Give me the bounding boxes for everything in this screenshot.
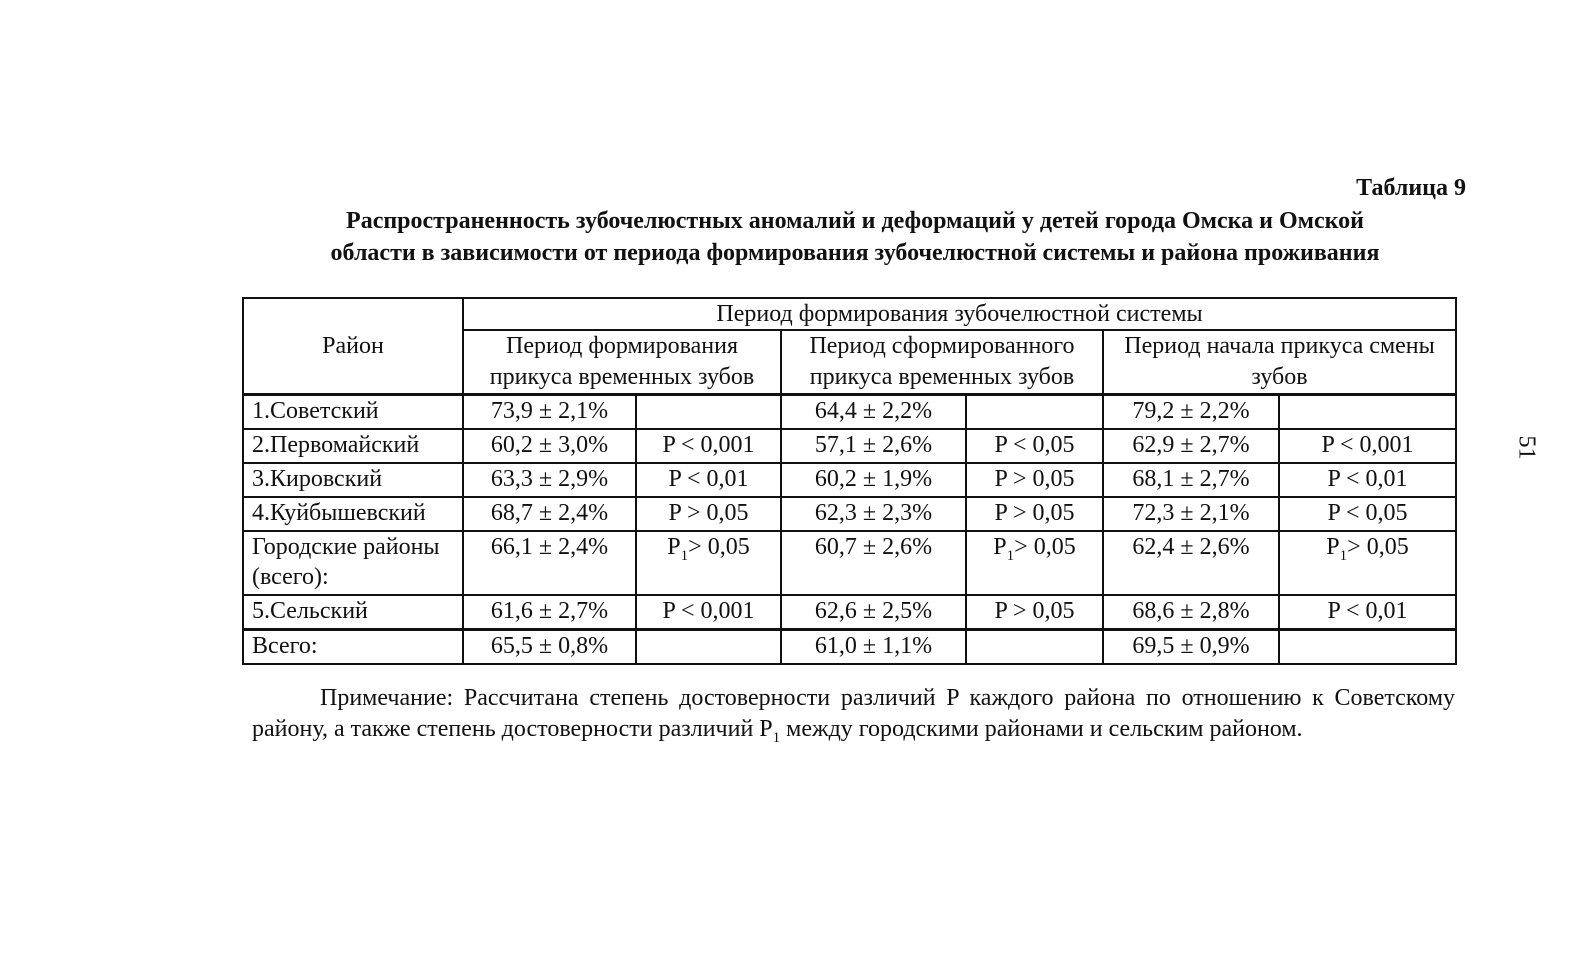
table-row — [243, 595, 1456, 630]
district-cell: 4.Куйбышевский — [243, 497, 463, 531]
p1-value-cell — [966, 531, 1103, 595]
p-value-cell — [966, 395, 1103, 430]
note-text-part-2: между городскими районами и сельским районом. — [780, 716, 1303, 742]
district-cell: Всего: — [243, 630, 463, 665]
value-cell: 61,0 ± 1,1% — [781, 630, 966, 665]
value-cell: 73,9 ± 2,1% — [463, 395, 636, 430]
p-value-cell: P > 0,05 — [966, 595, 1103, 630]
table-row — [243, 497, 1456, 531]
table-title-line-2: области в зависимости от периода формирования зубочелюстной системы и района проживания — [330, 240, 1380, 266]
p1-subscript: 1 — [680, 547, 689, 564]
header-period-1: Период формирования прикуса временных зубов — [463, 330, 781, 395]
table-title-line-1: Распространенность зубочелюстных аномалий и деформаций у детей города Омска и Омской — [346, 208, 1364, 234]
p1-value-cell — [1279, 531, 1456, 595]
p1-symbol: P — [993, 534, 1007, 560]
header-district: Район — [243, 298, 463, 395]
p-value-cell: P < 0,01 — [636, 463, 781, 497]
value-cell: 61,6 ± 2,7% — [463, 595, 636, 630]
p-value-cell — [636, 630, 781, 665]
value-cell: 79,2 ± 2,2% — [1103, 395, 1279, 430]
table-row-urban-total — [243, 531, 1456, 595]
table-row-total — [243, 630, 1456, 665]
value-cell: 72,3 ± 2,1% — [1103, 497, 1279, 531]
p-value-cell: P > 0,05 — [636, 497, 781, 531]
table-note — [252, 683, 1455, 745]
value-cell: 68,1 ± 2,7% — [1103, 463, 1279, 497]
note-text-part-1: Примечание: Рассчитана степень достоверности различий P каждого района по отношению к Советскому району, а также степень достоверности различий P — [252, 685, 1455, 742]
p-value-cell: P > 0,05 — [966, 497, 1103, 531]
p1-symbol: P — [1326, 534, 1340, 560]
p-value-cell: P < 0,05 — [966, 429, 1103, 463]
value-cell: 62,9 ± 2,7% — [1103, 429, 1279, 463]
p-value-cell — [1279, 630, 1456, 665]
table-number: Таблица 9 — [1356, 175, 1466, 201]
header-period-3: Период начала прикуса смены зубов — [1103, 330, 1456, 395]
p-value-cell: P < 0,01 — [1279, 595, 1456, 630]
value-cell: 63,3 ± 2,9% — [463, 463, 636, 497]
p1-symbol: P — [667, 534, 681, 560]
value-cell: 68,7 ± 2,4% — [463, 497, 636, 531]
value-cell: 60,7 ± 2,6% — [781, 531, 966, 595]
district-cell: 2.Первомайский — [243, 429, 463, 463]
p-value-cell — [636, 395, 781, 430]
header-row-group — [243, 298, 1456, 330]
p-value-cell — [1279, 395, 1456, 430]
value-cell: 66,1 ± 2,4% — [463, 531, 636, 595]
district-cell: Городские районы (всего): — [243, 531, 463, 595]
p-value-cell: P < 0,001 — [636, 595, 781, 630]
p-value-cell: P > 0,05 — [966, 463, 1103, 497]
p-value-cell: P < 0,001 — [636, 429, 781, 463]
value-cell: 57,1 ± 2,6% — [781, 429, 966, 463]
district-cell: 5.Сельский — [243, 595, 463, 630]
p-value-cell: P < 0,001 — [1279, 429, 1456, 463]
table-row — [243, 463, 1456, 497]
p-value-cell: P < 0,05 — [1279, 497, 1456, 531]
value-cell: 62,4 ± 2,6% — [1103, 531, 1279, 595]
p1-subscript: 1 — [1006, 547, 1015, 564]
value-cell: 62,6 ± 2,5% — [781, 595, 966, 630]
p-value-cell: P < 0,01 — [1279, 463, 1456, 497]
value-cell: 69,5 ± 0,9% — [1103, 630, 1279, 665]
p1-value: > 0,05 — [1347, 534, 1409, 560]
p1-value: > 0,05 — [688, 534, 750, 560]
prevalence-table — [242, 297, 1457, 665]
p-value-cell — [966, 630, 1103, 665]
p1-value-cell — [636, 531, 781, 595]
value-cell: 60,2 ± 1,9% — [781, 463, 966, 497]
note-subscript: 1 — [772, 729, 781, 746]
header-period-group: Период формирования зубочелюстной системы — [463, 298, 1456, 330]
value-cell: 62,3 ± 2,3% — [781, 497, 966, 531]
district-cell: 3.Кировский — [243, 463, 463, 497]
p1-subscript: 1 — [1339, 547, 1348, 564]
district-cell: 1.Советский — [243, 395, 463, 430]
p1-value: > 0,05 — [1014, 534, 1076, 560]
value-cell: 65,5 ± 0,8% — [463, 630, 636, 665]
value-cell: 68,6 ± 2,8% — [1103, 595, 1279, 630]
table-title — [260, 205, 1450, 269]
header-period-2: Период сформированного прикуса временных зубов — [781, 330, 1103, 395]
value-cell: 60,2 ± 3,0% — [463, 429, 636, 463]
value-cell: 64,4 ± 2,2% — [781, 395, 966, 430]
page-number: 51 — [1513, 435, 1540, 460]
table-row — [243, 429, 1456, 463]
table-row — [243, 395, 1456, 430]
